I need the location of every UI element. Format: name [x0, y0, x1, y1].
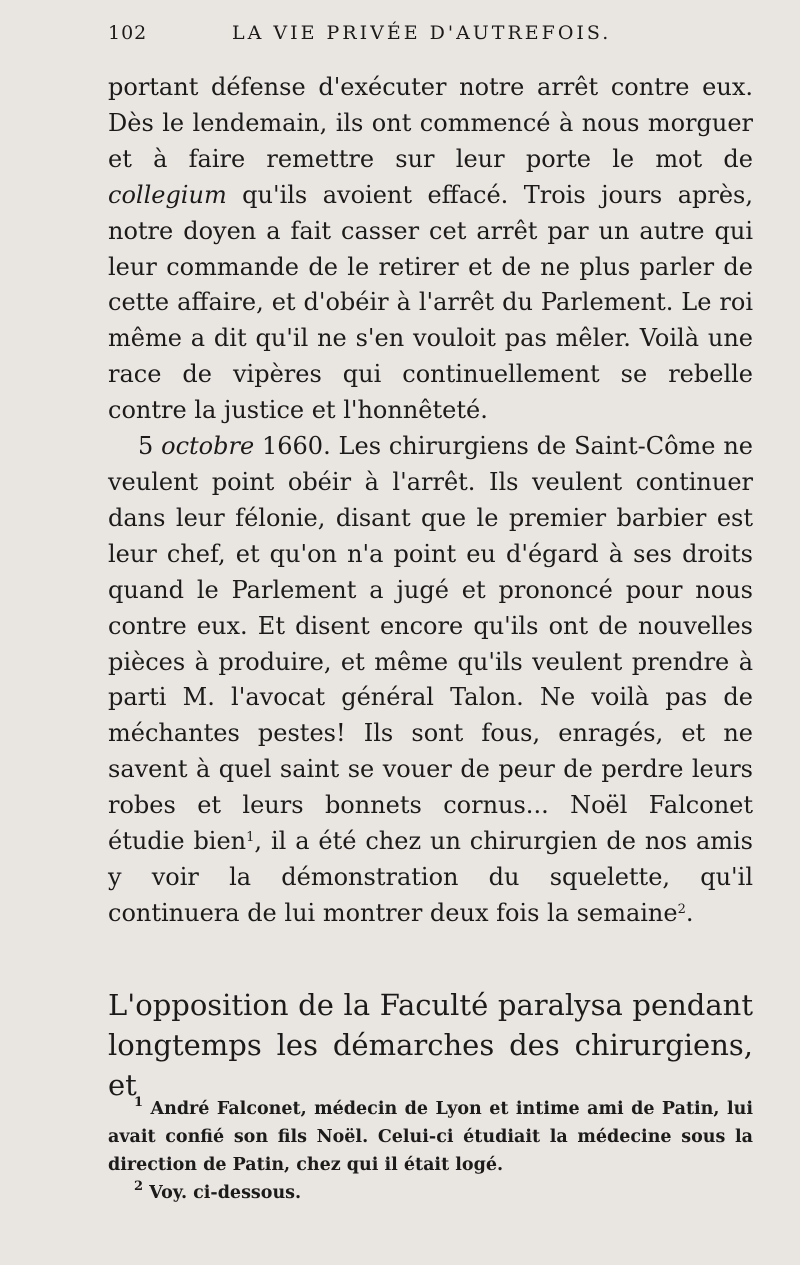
paragraph-2-part-c: . — [685, 898, 694, 927]
running-title: LA VIE PRIVÉE D'AUTREFOIS. — [232, 22, 612, 44]
commentary-paragraph: L'opposition de la Faculté paralysa pendant longtemps les démarches des chirurgiens, et — [108, 988, 753, 1102]
paragraph-2-part-b: , il a été chez un chirurgien de nos amis y voir la démonstration du squelette, qu'il continuera de lui montrer deux fois la semaine — [108, 827, 753, 927]
page-number: 102 — [108, 22, 148, 44]
paragraph-1-italic: collegium — [108, 180, 227, 209]
commentary-text — [108, 985, 753, 1105]
paragraph-2-part-a: Les chirurgiens de Saint-Côme ne veulent point obéir à l'arrêt. Ils veulent continuer dans leur félonie, disant que le premier barbier est leur chef, et qu'on n'a point eu d'égard à ses droits quand le Parlement a jugé et prononcé pour nous contre eux. Et disent encore qu'ils ont de nouvelles pièces à produire, et même qu'ils veulent prendre à parti M. l'avocat général Talon. Ne voilà pas de méchantes pestes! Ils sont fous, enragés, et ne savent à quel saint se vouer de peur de perdre leurs robes et leurs bonnets cornus... Noël Falconet étudie bien — [108, 432, 754, 856]
running-header — [108, 22, 748, 52]
footnote-1-text: André Falconet, médecin de Lyon et intime ami de Patin, lui avait confié son fils Noël. Celui-ci étudiait la médecine sous la direction de Patin, chez qui il était logé. — [108, 1099, 753, 1175]
footnote-1 — [108, 1095, 753, 1179]
main-text — [108, 70, 753, 932]
date-month: octobre — [161, 432, 255, 461]
paragraph-1-part-a: portant défense d'exécuter notre arrêt contre eux. Dès le lendemain, ils ont commencé à nous morguer et à faire remettre sur leur porte le mot de — [108, 73, 753, 173]
paragraph-1 — [108, 70, 753, 429]
footnote-ref-1: 1 — [246, 830, 255, 846]
paragraph-2 — [108, 429, 753, 932]
date-year: 1660. — [254, 432, 331, 461]
footnote-2-marker: 2 — [134, 1179, 144, 1194]
footnote-2-text: Voy. ci-dessous. — [149, 1183, 302, 1203]
footnote-ref-2: 2 — [677, 901, 686, 917]
footnotes — [108, 1095, 753, 1207]
footnote-1-marker: 1 — [134, 1095, 144, 1110]
date-prefix: 5 — [138, 432, 162, 461]
footnote-2 — [108, 1179, 753, 1207]
paragraph-1-part-b: qu'ils avoient effacé. Trois jours après, notre doyen a fait casser cet arrêt par un autre qui leur commande de le retirer et de ne plus parler de cette affaire, et d'obéir à l'arrêt du Parlement. Le roi même a dit qu'il ne s'en vouloit pas mêler. Voilà une race de vipères qui continuellement se rebelle contre la justice et l'honnêteté. — [108, 180, 753, 425]
